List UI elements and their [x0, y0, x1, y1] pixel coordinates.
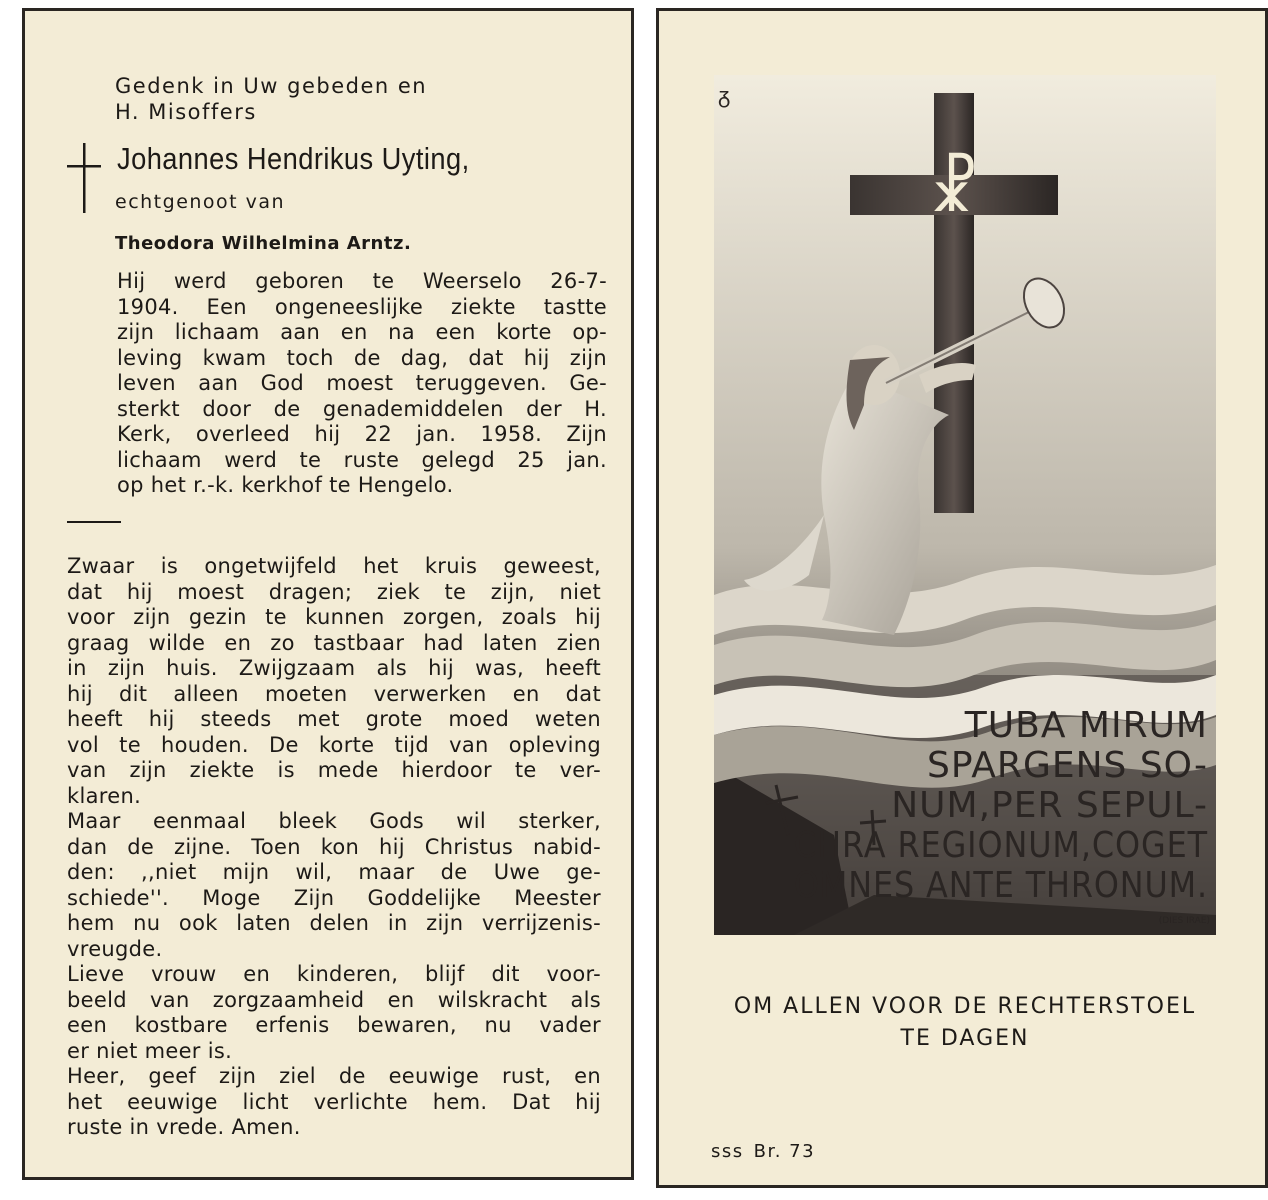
text-line: Maar eenmaal bleek Gods wil sterker,	[67, 809, 601, 833]
divider-rule	[67, 521, 121, 523]
text-line: lichaam werd te ruste gelegd 25 jan.	[117, 447, 607, 472]
text-line: er niet meer is.	[67, 1038, 233, 1063]
text-line: dat hij moest dragen; ziek te zijn, niet	[67, 579, 601, 604]
text-line: Kerk, overleed hij 22 jan. 1958. Zijn	[117, 422, 607, 446]
intro-text	[115, 73, 427, 125]
text-line: Lieve vrouw en kinderen, blijf dit voor-	[67, 962, 601, 986]
inscription-line-2: SPARGENS SO-	[927, 745, 1208, 786]
inscription-line-4: CHRA REGIONUM,COGET	[794, 825, 1208, 866]
text-line: klaren.	[67, 783, 142, 808]
angel-trumpet-illustration	[714, 75, 1216, 935]
text-line: leving kwam toch de dag, dat hij zijn	[117, 345, 607, 370]
inscription-line-1: TUBA MIRUM	[964, 705, 1208, 746]
memorial-text	[67, 554, 601, 1141]
printer-number: Br. 73	[753, 1141, 816, 1162]
printer-mark: sss	[711, 1141, 744, 1162]
prayer-card-text-side	[22, 8, 634, 1180]
text-line: Hij werd geboren te Weerselo 26-7-	[117, 269, 607, 293]
text-line: den: ,,niet mijn wil, maar de Uwe ge-	[67, 860, 601, 884]
text-line: van zijn ziekte is mede hierdoor te ver-	[67, 758, 601, 782]
chi-rho-icon: ☧	[928, 153, 980, 227]
inscription-line-5: OMNES ANTE THRONUM.	[794, 865, 1208, 906]
text-line: zijn lichaam aan en na een korte op-	[117, 320, 607, 344]
intro-line-2: H. Misoffers	[115, 100, 257, 124]
artist-monogram-icon: ᵹ	[718, 84, 731, 109]
inscription-source: (DIES IRAE)	[1158, 916, 1210, 926]
text-line: ruste in vrede. Amen.	[67, 1115, 301, 1139]
printer-reference	[711, 1141, 825, 1162]
text-line: beeld van zorgzaamheid en wilskracht als	[67, 987, 601, 1012]
caption	[699, 991, 1231, 1055]
biography-paragraph	[117, 269, 607, 499]
text-line: het eeuwige licht verlichte hem. Dat hij	[67, 1089, 601, 1114]
text-line: hem nu ook laten delen in zijn verrijzenis-	[67, 911, 601, 935]
text-line: Zwaar is ongetwijfeld het kruis geweest,	[67, 554, 601, 578]
caption-line-1: OM ALLEN VOOR DE RECHTERSTOEL	[733, 994, 1197, 1019]
text-line: op het r.-k. kerkhof te Hengelo.	[117, 473, 454, 497]
text-line: graag wilde en zo tastbaar had laten zien	[67, 630, 601, 655]
spouse-name: Theodora Wilhelmina Arntz.	[115, 233, 412, 254]
text-line: Heer, geef zijn ziel de eeuwige rust, en	[67, 1064, 601, 1088]
text-line: dan de zijne. Toen kon hij Christus nabid-	[67, 834, 601, 859]
text-line: sterkt door de genademiddelen der H.	[117, 396, 607, 421]
cross-icon	[65, 143, 105, 213]
text-line: leven aan God moest teruggeven. Ge-	[117, 371, 607, 395]
deceased-name: Johannes Hendrikus Uyting,	[117, 141, 470, 176]
spouse-label: echtgenoot van	[115, 191, 286, 213]
text-line: hij dit alleen moeten verwerken en dat	[67, 681, 601, 706]
caption-line-2: TE DAGEN	[900, 1026, 1030, 1051]
prayer-card-image-side	[656, 8, 1268, 1188]
intro-line-1: Gedenk in Uw gebeden en	[115, 74, 428, 98]
text-line: vol te houden. De korte tijd van opleving	[67, 732, 601, 757]
text-line: een kostbare erfenis bewaren, nu vader	[67, 1013, 601, 1037]
text-line: 1904. Een ongeneeslijke ziekte tastte	[117, 294, 607, 319]
text-line: voor zijn gezin te kunnen zorgen, zoals hij	[67, 605, 601, 629]
text-line: schiede''. Moge Zijn Goddelijke Meester	[67, 885, 601, 910]
inscription-line-3: NUM,PER SEPUL-	[891, 785, 1208, 826]
text-line: vreugde.	[67, 936, 163, 961]
text-line: heeft hij steeds met grote moed weten	[67, 707, 601, 731]
text-line: in zijn huis. Zwijgzaam als hij was, heeft	[67, 656, 601, 680]
